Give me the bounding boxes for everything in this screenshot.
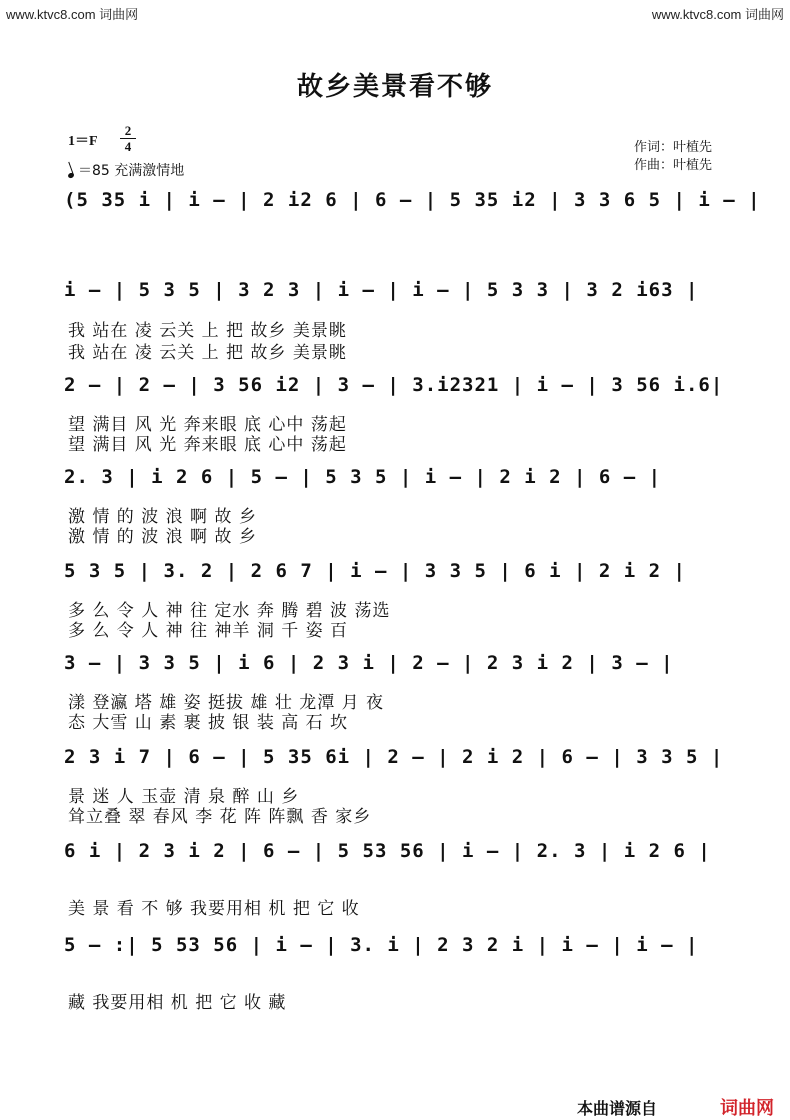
score-line-5 [64,554,728,594]
footer-source-text: 本曲谱源自 [577,1099,658,1118]
site-logo: 词曲网 [720,1098,774,1119]
notation: (5 35 i | i – | 2 i2 6 | 6 – | 5 35 i2 | 3 3 6 5 | i – | [64,189,761,211]
notation: 5 3 5 | 3. 2 | 2 6 7 | i – | 3 3 5 | 6 i | 2 i 2 | [64,560,686,582]
watermark-right: www.ktvc8.com 词曲网 [651,7,784,22]
lyric-verse-1: 望 满目 风 光 奔来眼 底 心中 荡起 [68,415,347,435]
lyric-verse-2: 多 么 令 人 神 往 神羊 洞 千 姿 百 [68,621,349,641]
notation: 3 – | 3 3 5 | i 6 | 2 3 i | 2 – | 2 3 i 2 | 3 – | [64,652,674,674]
score-line-8 [64,834,728,874]
lyric-verse-1: 多 么 令 人 神 往 定水 奔 腾 碧 波 荡选 [68,601,391,621]
lyric-verse-1: 漾 登瀛 塔 雄 姿 挺拔 雄 壮 龙潭 月 夜 [68,693,385,713]
time-signature-bottom: 4 [124,139,132,154]
lyric-verse-2: 态 大雪 山 素 裹 披 银 装 高 石 坎 [68,713,349,733]
score-line-4 [64,460,728,500]
lyric-verse-1: 我 站在 凌 云关 上 把 故乡 美景眺 [68,321,347,341]
lyric-verse-1: 藏 我要用相 机 把 它 收 藏 [68,993,287,1013]
score-line-6 [64,646,728,686]
score-line-3 [64,368,728,408]
notation: i – | 5 3 5 | 3 2 3 | i – | i – | 5 3 3 | 3 2 i63 | [64,279,699,301]
notation: 5 – :| 5 53 56 | i – | 3. i | 2 3 2 i | i – | i – | [64,934,699,956]
lyric-verse-2: 望 满目 风 光 奔来眼 底 心中 荡起 [68,435,347,455]
score-line-1 [64,183,761,223]
score-line-2 [64,273,728,313]
lyricist-credit: 作词：叶植先 [634,140,713,155]
notation: 2 3 i 7 | 6 – | 5 35 6i | 2 – | 2 i 2 | 6 – | 3 3 5 | [64,746,724,768]
tempo-text: ＝85 充满激情地 [78,163,185,179]
notation: 6 i | 2 3 i 2 | 6 – | 5 53 56 | i – | 2. 3 | i 2 6 | [64,840,711,862]
quarter-note-icon [67,172,74,179]
lyric-verse-2: 激 情 的 波 浪 啊 故 乡 [68,527,257,547]
time-signature-top: 2 [124,123,132,138]
key-signature: 1＝F [68,134,98,149]
composer-credit: 作曲：叶植先 [634,158,713,173]
song-title: 故乡美景看不够 [296,72,493,102]
notation: 2 – | 2 – | 3 56 i2 | 3 – | 3.i2321 | i – | 3 56 i.6| [64,374,724,396]
lyric-verse-1: 激 情 的 波 浪 啊 故 乡 [68,507,257,527]
tempo-marking [68,160,184,180]
lyric-verse-2: 我 站在 凌 云关 上 把 故乡 美景眺 [68,343,347,363]
score-line-7 [64,740,728,780]
notation: 2. 3 | i 2 6 | 5 – | 5 3 5 | i – | 2 i 2 | 6 – | [64,466,662,488]
lyric-verse-1: 景 迷 人 玉壶 清 泉 醉 山 乡 [68,787,300,807]
lyric-verse-1: 美 景 看 不 够 我要用相 机 把 它 收 [68,899,360,919]
watermark-left: www.ktvc8.com 词曲网 [6,7,139,22]
score-line-9 [64,928,728,968]
lyric-verse-2: 耸立叠 翠 春风 李 花 阵 阵飘 香 家乡 [68,807,372,827]
time-signature [120,124,136,153]
